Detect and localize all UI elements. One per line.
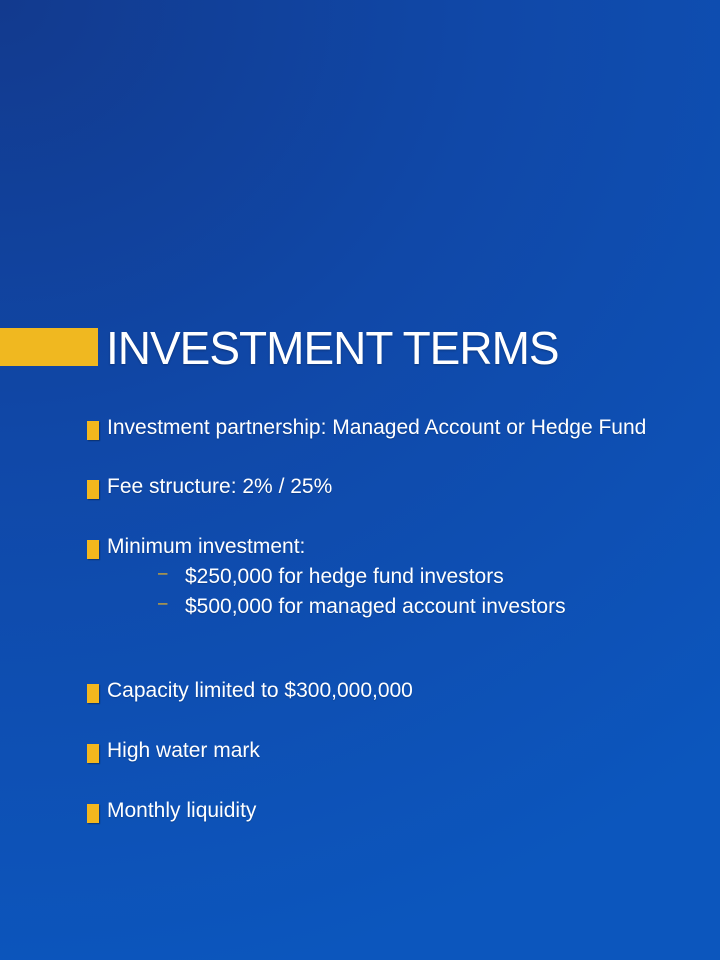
bullet-text: Monthly liquidity — [107, 799, 257, 822]
bullet-minimum-investment — [87, 532, 305, 562]
bullet-text: Minimum investment: — [107, 535, 306, 558]
dash-icon: – — [158, 593, 168, 612]
bullet-investment-partnership — [87, 413, 646, 443]
bullet-marker-icon — [87, 684, 99, 703]
bullet-marker-icon — [87, 540, 99, 559]
bullet-text: High water mark — [107, 739, 260, 762]
sub-bullet-hedge-fund-minimum — [158, 562, 504, 592]
bullet-monthly-liquidity — [87, 796, 256, 826]
slide-title: INVESTMENT TERMS — [106, 322, 559, 374]
bullet-text: Investment partnership: Managed Account or Hedge Fund — [107, 416, 647, 439]
sub-bullet-text: $250,000 for hedge fund investors — [185, 565, 504, 588]
bullet-marker-icon — [87, 744, 99, 763]
bullet-text: Capacity limited to $300,000,000 — [107, 679, 413, 702]
sub-bullet-managed-account-minimum — [158, 592, 566, 622]
dash-icon: – — [158, 563, 168, 582]
bullet-text: Fee structure: 2% / 25% — [107, 475, 333, 498]
bullet-capacity — [87, 676, 413, 706]
bullet-high-water-mark — [87, 736, 260, 766]
sub-bullet-text: $500,000 for managed account investors — [185, 595, 566, 618]
bullet-marker-icon — [87, 480, 99, 499]
title-accent-bar — [0, 328, 98, 366]
bullet-marker-icon — [87, 421, 99, 440]
bullet-marker-icon — [87, 804, 99, 823]
bullet-fee-structure — [87, 472, 332, 502]
